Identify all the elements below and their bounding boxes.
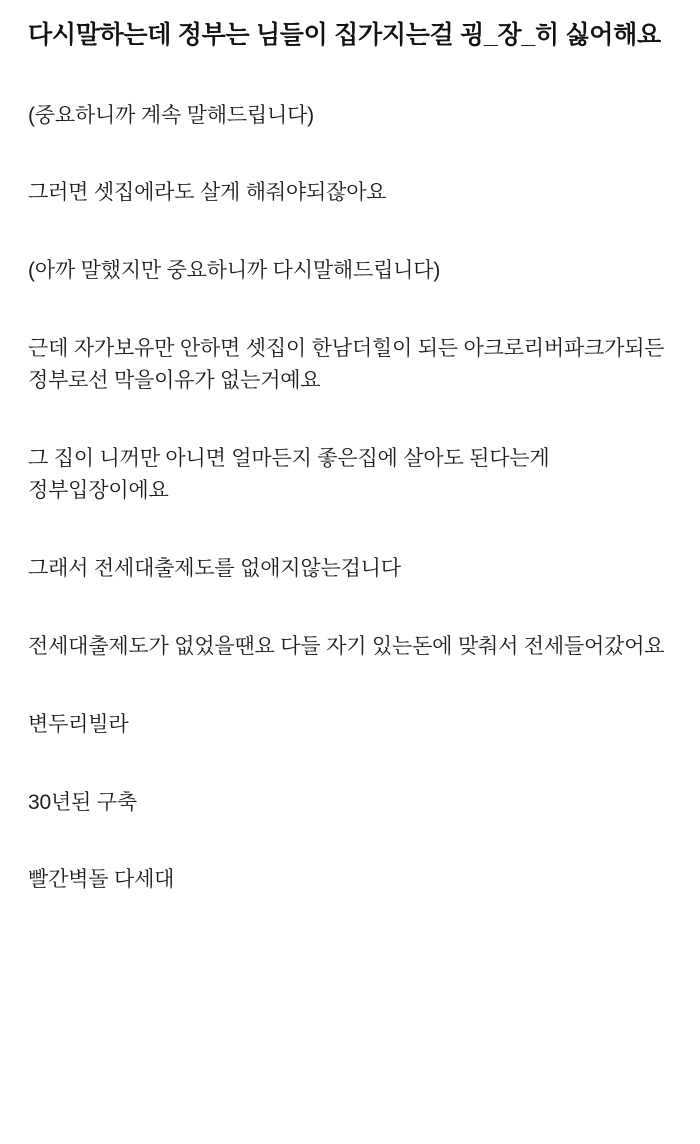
body-paragraph: (아까 말했지만 중요하니까 다시말해드립니다) [28,259,441,283]
body-paragraph: 30년된 구축 [28,790,137,814]
body-paragraph: 그 집이 니꺼만 아니면 얼마든지 좋은집에 살아도 된다는게 정부입장이에요 [28,447,556,502]
body-paragraph: 그래서 전세대출제도를 없애지않는겁니다 [28,556,401,580]
body-paragraph: 전세대출제도가 없었을땐요 다들 자기 있는돈에 맞춰서 전세들어갔어요 [28,634,665,658]
body-paragraph: 근데 자가보유만 안하면 셋집이 한남더힐이 되든 아크로리버파크가되든 정부로선 막을이유가 없는거예요 [28,337,671,393]
body-paragraph: (중요하니까 계속 말해드립니다) [28,103,314,127]
body-paragraph: 그러면 셋집에라도 살게 해줘야되잖아요 [28,181,387,205]
body-paragraph: 변두리빌라 [28,712,129,736]
post-body [28,100,672,897]
body-paragraph: 빨간벽돌 다세대 [28,868,175,892]
page-title: 다시말하는데 정부는 님들이 집가지는걸 굉_장_히 싫어해요 [28,21,661,49]
